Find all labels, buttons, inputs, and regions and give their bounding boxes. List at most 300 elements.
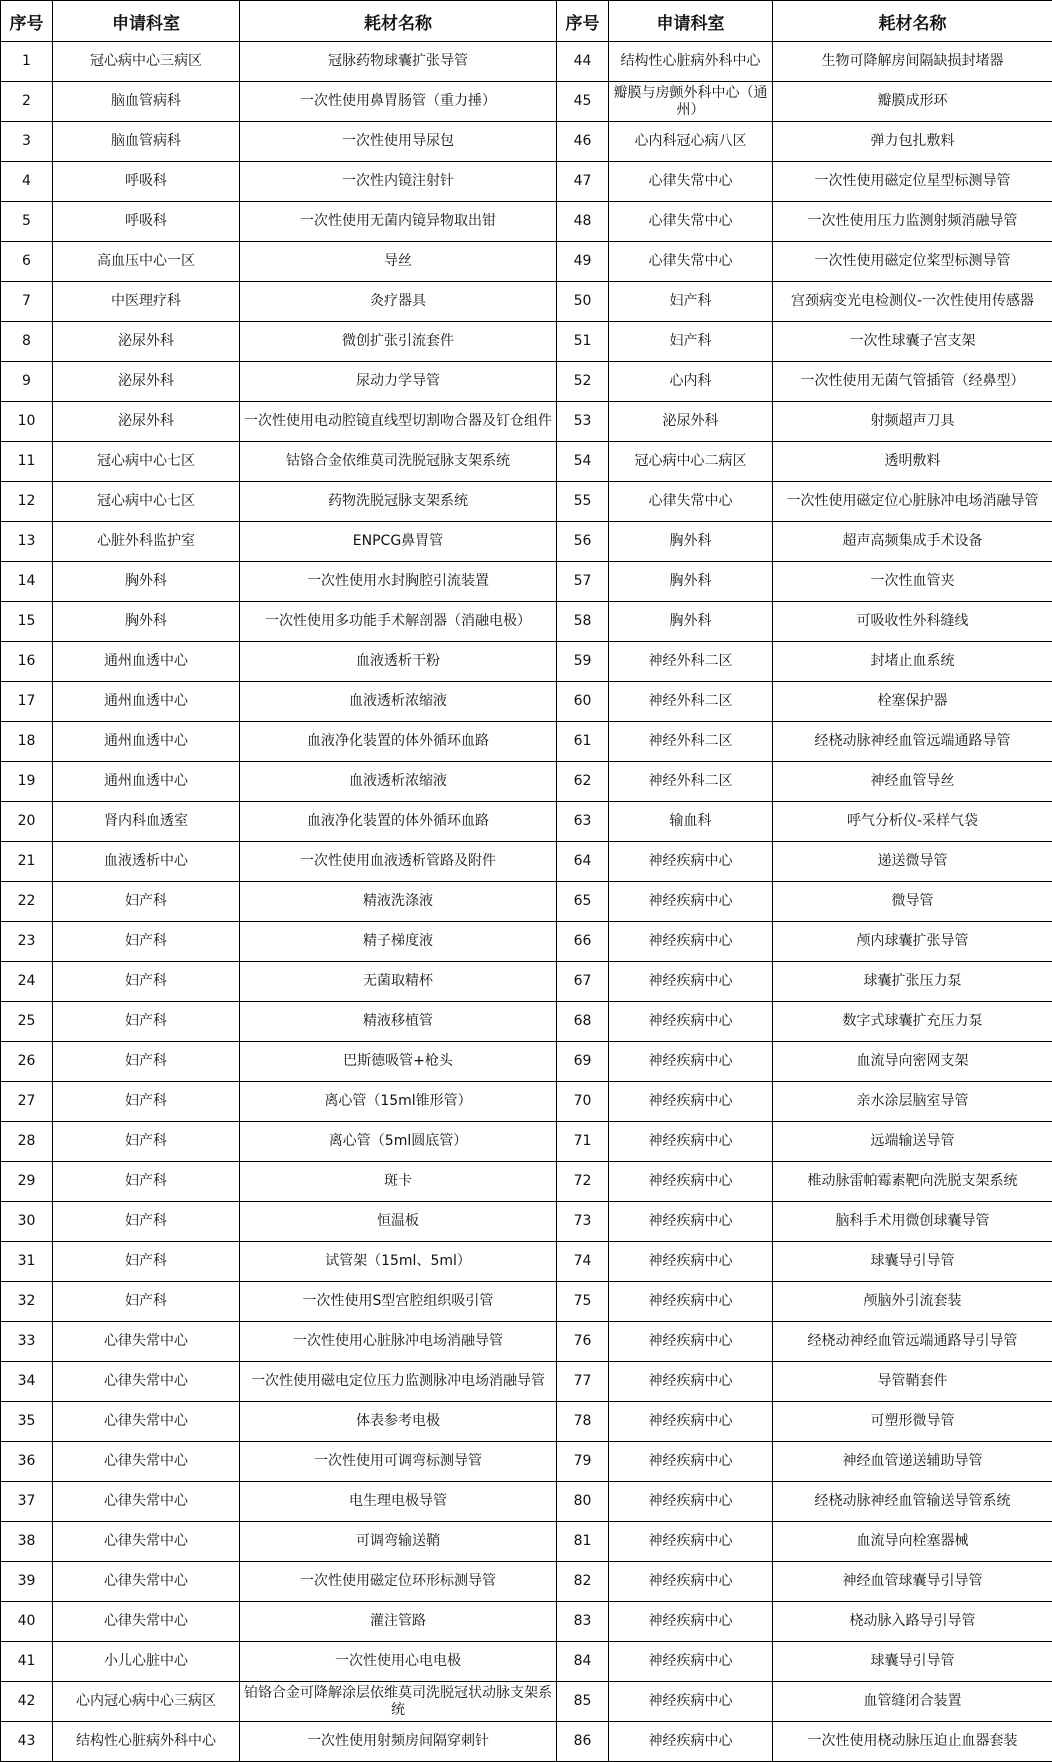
department-cell: 通州血透中心 [53, 722, 240, 762]
department-cell: 呼吸科 [53, 202, 240, 242]
department-cell: 心内科冠心病八区 [609, 122, 773, 162]
material-name-cell: 尿动力学导管 [240, 362, 557, 402]
material-name-cell: 远端输送导管 [773, 1122, 1052, 1162]
material-name-cell: 一次性使用磁定位桨型标测导管 [773, 242, 1052, 282]
table-row [1, 1602, 1052, 1642]
material-name-cell: 血液透析干粉 [240, 642, 557, 682]
material-name-cell: 一次性使用射频房间隔穿刺针 [240, 1722, 557, 1762]
material-name-cell: 球囊扩张压力泵 [773, 962, 1052, 1002]
material-name-cell: 可吸收性外科缝线 [773, 602, 1052, 642]
department-cell: 心律失常中心 [53, 1482, 240, 1522]
table-row [1, 202, 1052, 242]
material-name-cell: 一次性使用磁电定位压力监测脉冲电场消融导管 [240, 1362, 557, 1402]
department-cell: 神经疾病中心 [609, 1402, 773, 1442]
material-name-cell: 一次性球囊子宫支架 [773, 322, 1052, 362]
material-name-cell: ENPCG鼻胃管 [240, 522, 557, 562]
seq-cell: 39 [1, 1562, 53, 1602]
header-seq: 序号 [1, 1, 53, 42]
seq-cell: 16 [1, 642, 53, 682]
table-row [1, 722, 1052, 762]
department-cell: 妇产科 [609, 322, 773, 362]
material-name-cell: 球囊导引导管 [773, 1642, 1052, 1682]
table-row [1, 1522, 1052, 1562]
table-row [1, 82, 1052, 122]
seq-cell: 5 [1, 202, 53, 242]
material-name-cell: 离心管（15ml锥形管） [240, 1082, 557, 1122]
seq-cell: 53 [557, 402, 609, 442]
material-name-cell: 一次性使用导尿包 [240, 122, 557, 162]
material-name-cell: 精液移植管 [240, 1002, 557, 1042]
department-cell: 神经疾病中心 [609, 1482, 773, 1522]
seq-cell: 12 [1, 482, 53, 522]
seq-cell: 19 [1, 762, 53, 802]
department-cell: 神经外科二区 [609, 722, 773, 762]
material-name-cell: 一次性使用电动腔镜直线型切割吻合器及钉仓组件 [240, 402, 557, 442]
material-name-cell: 体表参考电极 [240, 1402, 557, 1442]
material-name-cell: 透明敷料 [773, 442, 1052, 482]
table-row [1, 1282, 1052, 1322]
seq-cell: 28 [1, 1122, 53, 1162]
table-body [1, 42, 1052, 1762]
department-cell: 神经疾病中心 [609, 962, 773, 1002]
table-row [1, 1202, 1052, 1242]
seq-cell: 30 [1, 1202, 53, 1242]
seq-cell: 85 [557, 1682, 609, 1722]
department-cell: 通州血透中心 [53, 682, 240, 722]
table-row [1, 1362, 1052, 1402]
seq-cell: 33 [1, 1322, 53, 1362]
seq-cell: 17 [1, 682, 53, 722]
material-name-cell: 精子梯度液 [240, 922, 557, 962]
seq-cell: 21 [1, 842, 53, 882]
material-name-cell: 超声高频集成手术设备 [773, 522, 1052, 562]
seq-cell: 74 [557, 1242, 609, 1282]
material-name-cell: 呼气分析仪-采样气袋 [773, 802, 1052, 842]
seq-cell: 75 [557, 1282, 609, 1322]
seq-cell: 58 [557, 602, 609, 642]
material-name-cell: 一次性使用多功能手术解剖器（消融电极） [240, 602, 557, 642]
material-name-cell: 递送微导管 [773, 842, 1052, 882]
seq-cell: 43 [1, 1722, 53, 1762]
material-name-cell: 栓塞保护器 [773, 682, 1052, 722]
department-cell: 心律失常中心 [53, 1562, 240, 1602]
seq-cell: 68 [557, 1002, 609, 1042]
header-department: 申请科室 [609, 1, 773, 42]
header-department: 申请科室 [53, 1, 240, 42]
department-cell: 血液透析中心 [53, 842, 240, 882]
department-cell: 心律失常中心 [609, 242, 773, 282]
header-material-name: 耗材名称 [773, 1, 1052, 42]
department-cell: 结构性心脏病外科中心 [609, 42, 773, 82]
department-cell: 胸外科 [53, 562, 240, 602]
department-cell: 神经疾病中心 [609, 1162, 773, 1202]
department-cell: 心律失常中心 [609, 482, 773, 522]
table-row [1, 922, 1052, 962]
seq-cell: 56 [557, 522, 609, 562]
department-cell: 冠心病中心二病区 [609, 442, 773, 482]
table-row [1, 1002, 1052, 1042]
table-row [1, 642, 1052, 682]
material-name-cell: 封堵止血系统 [773, 642, 1052, 682]
seq-cell: 64 [557, 842, 609, 882]
material-name-cell: 试管架（15ml、5ml） [240, 1242, 557, 1282]
seq-cell: 26 [1, 1042, 53, 1082]
material-name-cell: 射频超声刀具 [773, 402, 1052, 442]
seq-cell: 13 [1, 522, 53, 562]
seq-cell: 25 [1, 1002, 53, 1042]
material-name-cell: 导管鞘套件 [773, 1362, 1052, 1402]
seq-cell: 62 [557, 762, 609, 802]
material-name-cell: 一次性使用无菌内镜异物取出钳 [240, 202, 557, 242]
material-name-cell: 亲水涂层脑室导管 [773, 1082, 1052, 1122]
table-row [1, 1162, 1052, 1202]
seq-cell: 22 [1, 882, 53, 922]
seq-cell: 66 [557, 922, 609, 962]
department-cell: 中医理疗科 [53, 282, 240, 322]
department-cell: 神经疾病中心 [609, 1202, 773, 1242]
department-cell: 冠心病中心三病区 [53, 42, 240, 82]
department-cell: 心律失常中心 [53, 1322, 240, 1362]
seq-cell: 44 [557, 42, 609, 82]
material-name-cell: 一次性使用S型宫腔组织吸引管 [240, 1282, 557, 1322]
department-cell: 呼吸科 [53, 162, 240, 202]
material-name-cell: 经桡动神经血管远端通路导引导管 [773, 1322, 1052, 1362]
seq-cell: 4 [1, 162, 53, 202]
department-cell: 脑血管病科 [53, 122, 240, 162]
department-cell: 胸外科 [609, 562, 773, 602]
seq-cell: 52 [557, 362, 609, 402]
seq-cell: 67 [557, 962, 609, 1002]
seq-cell: 40 [1, 1602, 53, 1642]
material-name-cell: 神经血管球囊导引导管 [773, 1562, 1052, 1602]
seq-cell: 29 [1, 1162, 53, 1202]
material-name-cell: 一次性使用水封胸腔引流装置 [240, 562, 557, 602]
table-row [1, 282, 1052, 322]
department-cell: 心内冠心病中心三病区 [53, 1682, 240, 1722]
material-name-cell: 一次性使用鼻胃肠管（重力捶） [240, 82, 557, 122]
seq-cell: 3 [1, 122, 53, 162]
department-cell: 脑血管病科 [53, 82, 240, 122]
table-row [1, 1402, 1052, 1442]
department-cell: 妇产科 [53, 1042, 240, 1082]
seq-cell: 73 [557, 1202, 609, 1242]
material-name-cell: 微创扩张引流套件 [240, 322, 557, 362]
seq-cell: 80 [557, 1482, 609, 1522]
material-name-cell: 弹力包扎敷料 [773, 122, 1052, 162]
seq-cell: 49 [557, 242, 609, 282]
seq-cell: 11 [1, 442, 53, 482]
material-name-cell: 一次性使用无菌气管插管（经鼻型） [773, 362, 1052, 402]
department-cell: 心律失常中心 [609, 162, 773, 202]
table-row [1, 1242, 1052, 1282]
material-name-cell: 生物可降解房间隔缺损封堵器 [773, 42, 1052, 82]
department-cell: 心律失常中心 [53, 1602, 240, 1642]
seq-cell: 47 [557, 162, 609, 202]
department-cell: 神经疾病中心 [609, 922, 773, 962]
department-cell: 结构性心脏病外科中心 [53, 1722, 240, 1762]
seq-cell: 14 [1, 562, 53, 602]
department-cell: 神经疾病中心 [609, 1562, 773, 1602]
seq-cell: 70 [557, 1082, 609, 1122]
table-row [1, 1682, 1052, 1722]
seq-cell: 79 [557, 1442, 609, 1482]
department-cell: 通州血透中心 [53, 762, 240, 802]
table-row [1, 402, 1052, 442]
department-cell: 神经疾病中心 [609, 1642, 773, 1682]
table-row [1, 562, 1052, 602]
department-cell: 心内科 [609, 362, 773, 402]
table-row [1, 122, 1052, 162]
department-cell: 神经外科二区 [609, 682, 773, 722]
department-cell: 神经外科二区 [609, 762, 773, 802]
seq-cell: 54 [557, 442, 609, 482]
department-cell: 神经疾病中心 [609, 1322, 773, 1362]
department-cell: 通州血透中心 [53, 642, 240, 682]
table-row [1, 962, 1052, 1002]
department-cell: 心脏外科监护室 [53, 522, 240, 562]
material-name-cell: 神经血管递送辅助导管 [773, 1442, 1052, 1482]
material-name-cell: 灸疗器具 [240, 282, 557, 322]
department-cell: 冠心病中心七区 [53, 482, 240, 522]
seq-cell: 36 [1, 1442, 53, 1482]
seq-cell: 83 [557, 1602, 609, 1642]
table-row [1, 482, 1052, 522]
department-cell: 胸外科 [609, 522, 773, 562]
material-name-cell: 电生理电极导管 [240, 1482, 557, 1522]
header-material-name: 耗材名称 [240, 1, 557, 42]
table-row [1, 162, 1052, 202]
material-name-cell: 无菌取精杯 [240, 962, 557, 1002]
department-cell: 神经疾病中心 [609, 1362, 773, 1402]
department-cell: 妇产科 [53, 922, 240, 962]
seq-cell: 45 [557, 82, 609, 122]
department-cell: 心律失常中心 [53, 1522, 240, 1562]
material-name-cell: 一次性使用心脏脉冲电场消融导管 [240, 1322, 557, 1362]
seq-cell: 23 [1, 922, 53, 962]
seq-cell: 42 [1, 1682, 53, 1722]
seq-cell: 59 [557, 642, 609, 682]
seq-cell: 7 [1, 282, 53, 322]
seq-cell: 1 [1, 42, 53, 82]
seq-cell: 35 [1, 1402, 53, 1442]
material-name-cell: 颅内球囊扩张导管 [773, 922, 1052, 962]
table-row [1, 1322, 1052, 1362]
seq-cell: 60 [557, 682, 609, 722]
material-name-cell: 恒温板 [240, 1202, 557, 1242]
seq-cell: 84 [557, 1642, 609, 1682]
department-cell: 泌尿外科 [609, 402, 773, 442]
department-cell: 神经外科二区 [609, 642, 773, 682]
material-name-cell: 血液净化装置的体外循环血路 [240, 802, 557, 842]
department-cell: 泌尿外科 [53, 322, 240, 362]
department-cell: 心律失常中心 [53, 1402, 240, 1442]
department-cell: 胸外科 [53, 602, 240, 642]
department-cell: 妇产科 [53, 1242, 240, 1282]
material-name-cell: 离心管（5ml圆底管） [240, 1122, 557, 1162]
seq-cell: 81 [557, 1522, 609, 1562]
table-row [1, 1122, 1052, 1162]
material-name-cell: 铂铬合金可降解涂层依维莫司洗脱冠状动脉支架系统 [240, 1682, 557, 1722]
department-cell: 妇产科 [53, 1162, 240, 1202]
department-cell: 心律失常中心 [609, 202, 773, 242]
department-cell: 神经疾病中心 [609, 842, 773, 882]
material-name-cell: 桡动脉入路导引导管 [773, 1602, 1052, 1642]
table-row [1, 1082, 1052, 1122]
table-row [1, 1722, 1052, 1762]
material-name-cell: 钴铬合金依维莫司洗脱冠脉支架系统 [240, 442, 557, 482]
seq-cell: 34 [1, 1362, 53, 1402]
seq-cell: 86 [557, 1722, 609, 1762]
department-cell: 神经疾病中心 [609, 1602, 773, 1642]
table-row [1, 242, 1052, 282]
seq-cell: 32 [1, 1282, 53, 1322]
material-name-cell: 一次性使用压力监测射频消融导管 [773, 202, 1052, 242]
department-cell: 妇产科 [53, 882, 240, 922]
seq-cell: 27 [1, 1082, 53, 1122]
seq-cell: 71 [557, 1122, 609, 1162]
table-row [1, 322, 1052, 362]
material-name-cell: 椎动脉雷帕霉素靶向洗脱支架系统 [773, 1162, 1052, 1202]
material-name-cell: 一次性使用血液透析管路及附件 [240, 842, 557, 882]
material-name-cell: 灌注管路 [240, 1602, 557, 1642]
material-name-cell: 血液透析浓缩液 [240, 682, 557, 722]
department-cell: 神经疾病中心 [609, 1122, 773, 1162]
department-cell: 神经疾病中心 [609, 1042, 773, 1082]
department-cell: 心律失常中心 [53, 1442, 240, 1482]
table-row [1, 42, 1052, 82]
seq-cell: 65 [557, 882, 609, 922]
material-name-cell: 宫颈病变光电检测仪-一次性使用传感器 [773, 282, 1052, 322]
header-seq: 序号 [557, 1, 609, 42]
table-row [1, 1642, 1052, 1682]
seq-cell: 10 [1, 402, 53, 442]
material-name-cell: 球囊导引导管 [773, 1242, 1052, 1282]
seq-cell: 9 [1, 362, 53, 402]
material-name-cell: 一次性使用磁定位环形标测导管 [240, 1562, 557, 1602]
department-cell: 心律失常中心 [53, 1362, 240, 1402]
department-cell: 高血压中心一区 [53, 242, 240, 282]
department-cell: 神经疾病中心 [609, 1682, 773, 1722]
seq-cell: 69 [557, 1042, 609, 1082]
seq-cell: 6 [1, 242, 53, 282]
material-name-cell: 可塑形微导管 [773, 1402, 1052, 1442]
table-row [1, 842, 1052, 882]
seq-cell: 24 [1, 962, 53, 1002]
seq-cell: 8 [1, 322, 53, 362]
department-cell: 输血科 [609, 802, 773, 842]
material-name-cell: 脑科手术用微创球囊导管 [773, 1202, 1052, 1242]
material-name-cell: 微导管 [773, 882, 1052, 922]
department-cell: 肾内科血透室 [53, 802, 240, 842]
seq-cell: 61 [557, 722, 609, 762]
department-cell: 妇产科 [609, 282, 773, 322]
seq-cell: 50 [557, 282, 609, 322]
material-name-cell: 冠脉药物球囊扩张导管 [240, 42, 557, 82]
material-name-cell: 一次性使用桡动脉压迫止血器套装 [773, 1722, 1052, 1762]
seq-cell: 78 [557, 1402, 609, 1442]
seq-cell: 41 [1, 1642, 53, 1682]
seq-cell: 48 [557, 202, 609, 242]
department-cell: 泌尿外科 [53, 362, 240, 402]
header-row [1, 1, 1052, 42]
department-cell: 瓣膜与房颤外科中心（通州） [609, 82, 773, 122]
material-name-cell: 一次性血管夹 [773, 562, 1052, 602]
seq-cell: 46 [557, 122, 609, 162]
table-row [1, 1042, 1052, 1082]
table-row [1, 802, 1052, 842]
seq-cell: 2 [1, 82, 53, 122]
material-name-cell: 可调弯输送鞘 [240, 1522, 557, 1562]
material-name-cell: 巴斯德吸管+枪头 [240, 1042, 557, 1082]
material-name-cell: 药物洗脱冠脉支架系统 [240, 482, 557, 522]
material-name-cell: 血液净化装置的体外循环血路 [240, 722, 557, 762]
material-name-cell: 瓣膜成形环 [773, 82, 1052, 122]
material-name-cell: 一次性使用磁定位心脏脉冲电场消融导管 [773, 482, 1052, 522]
department-cell: 神经疾病中心 [609, 1002, 773, 1042]
table-row [1, 1562, 1052, 1602]
table-row [1, 682, 1052, 722]
department-cell: 泌尿外科 [53, 402, 240, 442]
seq-cell: 38 [1, 1522, 53, 1562]
seq-cell: 31 [1, 1242, 53, 1282]
department-cell: 神经疾病中心 [609, 1522, 773, 1562]
material-name-cell: 一次性使用可调弯标测导管 [240, 1442, 557, 1482]
department-cell: 神经疾病中心 [609, 1282, 773, 1322]
department-cell: 神经疾病中心 [609, 1722, 773, 1762]
material-name-cell: 血流导向栓塞器械 [773, 1522, 1052, 1562]
seq-cell: 76 [557, 1322, 609, 1362]
department-cell: 神经疾病中心 [609, 1242, 773, 1282]
department-cell: 神经疾病中心 [609, 882, 773, 922]
seq-cell: 18 [1, 722, 53, 762]
material-name-cell: 经桡动脉神经血管远端通路导管 [773, 722, 1052, 762]
table-row [1, 442, 1052, 482]
department-cell: 神经疾病中心 [609, 1082, 773, 1122]
material-name-cell: 一次性内镜注射针 [240, 162, 557, 202]
material-name-cell: 一次性使用磁定位星型标测导管 [773, 162, 1052, 202]
department-cell: 妇产科 [53, 1002, 240, 1042]
seq-cell: 77 [557, 1362, 609, 1402]
material-name-cell: 一次性使用心电电极 [240, 1642, 557, 1682]
table-row [1, 1442, 1052, 1482]
department-cell: 胸外科 [609, 602, 773, 642]
table-row [1, 362, 1052, 402]
material-name-cell: 颅脑外引流套装 [773, 1282, 1052, 1322]
material-name-cell: 数字式球囊扩充压力泵 [773, 1002, 1052, 1042]
seq-cell: 20 [1, 802, 53, 842]
department-cell: 妇产科 [53, 962, 240, 1002]
table-row [1, 762, 1052, 802]
material-name-cell: 血流导向密网支架 [773, 1042, 1052, 1082]
material-name-cell: 斑卡 [240, 1162, 557, 1202]
department-cell: 妇产科 [53, 1082, 240, 1122]
seq-cell: 63 [557, 802, 609, 842]
material-name-cell: 血管缝闭合装置 [773, 1682, 1052, 1722]
seq-cell: 55 [557, 482, 609, 522]
seq-cell: 15 [1, 602, 53, 642]
department-cell: 冠心病中心七区 [53, 442, 240, 482]
seq-cell: 72 [557, 1162, 609, 1202]
seq-cell: 82 [557, 1562, 609, 1602]
department-cell: 神经疾病中心 [609, 1442, 773, 1482]
table-row [1, 882, 1052, 922]
department-cell: 妇产科 [53, 1282, 240, 1322]
seq-cell: 51 [557, 322, 609, 362]
department-cell: 妇产科 [53, 1202, 240, 1242]
material-name-cell: 神经血管导丝 [773, 762, 1052, 802]
seq-cell: 57 [557, 562, 609, 602]
material-name-cell: 精液洗涤液 [240, 882, 557, 922]
